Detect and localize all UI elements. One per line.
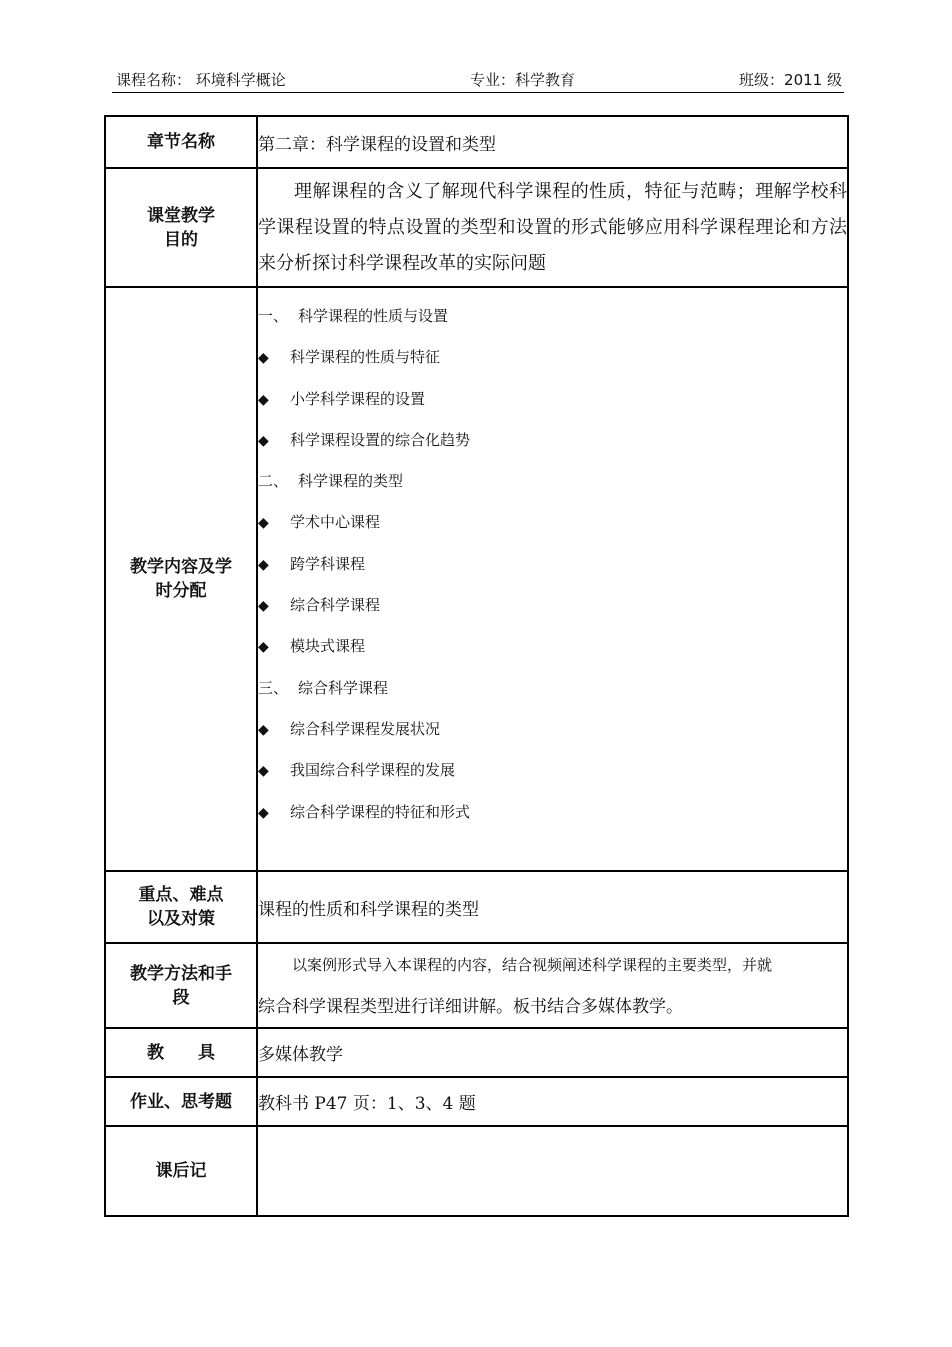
content-list-item [258,502,847,543]
key-points-label-line1: 重点、难点 [138,885,224,905]
content-list-item [258,626,847,667]
diamond-bullet-icon: ◆ [258,515,269,532]
purpose-value: 理解课程的含义了解现代科学课程的性质，特征与范畴；理解学校科学课程设置的特点设置的类型和设置的形式能够应用科学课程理论和方法来分析探讨科学课程改革的实际问题 [258,180,847,274]
diamond-bullet-icon: ◆ [258,556,269,573]
content-item-text: 模块式课程 [290,637,366,656]
content-list-item [258,544,847,585]
content-list [258,288,847,833]
row-method [105,943,848,1028]
content-list-item [258,750,847,791]
content-list-item [258,585,847,626]
content-item-text: 科学课程的类型 [298,472,404,491]
content-list-item [258,461,847,502]
diamond-bullet-icon: ◆ [258,804,269,821]
content-list-item [258,379,847,420]
section-number: 一、 [258,307,289,325]
diamond-bullet-icon: ◆ [258,721,269,738]
key-points-value: 课程的性质和科学课程的类型 [257,871,848,943]
content-item-text: 科学课程设置的综合化趋势 [290,430,471,449]
method-value-line1: 以案例形式导入本课程的内容，结合视频阐述科学课程的主要类型，并就 [292,955,773,974]
content-list-item [258,792,847,833]
row-purpose [105,168,848,287]
content-item-text: 跨学科课程 [290,554,366,573]
chapter-label: 章节名称 [105,116,257,168]
class-year: 班级：2011 级 [739,71,842,89]
key-points-label-line2: 以及对策 [147,909,215,929]
diamond-bullet-icon: ◆ [258,639,269,656]
diamond-bullet-icon: ◆ [258,598,269,615]
lesson-plan-table [104,115,849,1217]
key-points-label [105,871,257,943]
purpose-label-line1: 课堂教学 [147,205,215,226]
diamond-bullet-icon: ◆ [258,763,269,780]
content-item-text: 科学课程的性质与特征 [290,348,441,367]
content-list-item [258,668,847,709]
content-item-text: 综合科学课程的特征和形式 [290,802,471,821]
row-homework [105,1077,848,1126]
content-item-text: 综合科学课程 [290,596,381,615]
row-content [105,287,848,871]
content-list-item [258,337,847,378]
document-header [112,66,844,93]
tools-value: 多媒体教学 [257,1028,848,1077]
method-label-line1: 教学方法和手 [130,963,232,984]
method-value-line2: 综合科学课程类型进行详细讲解。板书结合多媒体教学。 [258,996,683,1017]
method-cell [257,943,848,1028]
diamond-bullet-icon: ◆ [258,350,269,367]
content-label [105,287,257,871]
content-item-text: 小学科学课程的设置 [290,389,426,408]
tools-label: 教 具 [105,1028,257,1077]
content-list-item [258,420,847,461]
purpose-label [105,168,257,287]
content-list-item [258,709,847,750]
content-item-text: 综合科学课程 [298,678,389,697]
notes-value [257,1126,848,1216]
content-label-line1: 教学内容及学 [130,557,232,577]
content-item-text: 综合科学课程发展状况 [290,719,441,738]
diamond-bullet-icon: ◆ [258,432,269,449]
row-chapter [105,116,848,168]
homework-label: 作业、思考题 [105,1077,257,1126]
notes-label: 课后记 [105,1126,257,1216]
content-list-item [258,296,847,337]
row-key-points [105,871,848,943]
content-label-line2: 时分配 [155,581,207,601]
diamond-bullet-icon: ◆ [258,391,269,408]
content-item-text: 我国综合科学课程的发展 [290,761,456,780]
section-number: 二、 [258,472,289,491]
homework-value: 教科书 P47 页：1、3、4 题 [257,1077,848,1126]
content-item-text: 学术中心课程 [290,513,381,532]
method-label-line2: 段 [172,987,190,1008]
purpose-label-line2: 目的 [164,229,198,250]
major: 专业：科学教育 [470,71,576,89]
content-cell [257,287,848,871]
row-notes [105,1126,848,1216]
section-number: 三、 [258,678,289,697]
chapter-value: 第二章：科学课程的设置和类型 [257,116,848,168]
course-name: 课程名称： 环境科学概论 [116,71,286,89]
content-item-text: 科学课程的性质与设置 [298,307,449,325]
row-tools [105,1028,848,1077]
method-label [105,943,257,1028]
purpose-cell [257,168,848,287]
